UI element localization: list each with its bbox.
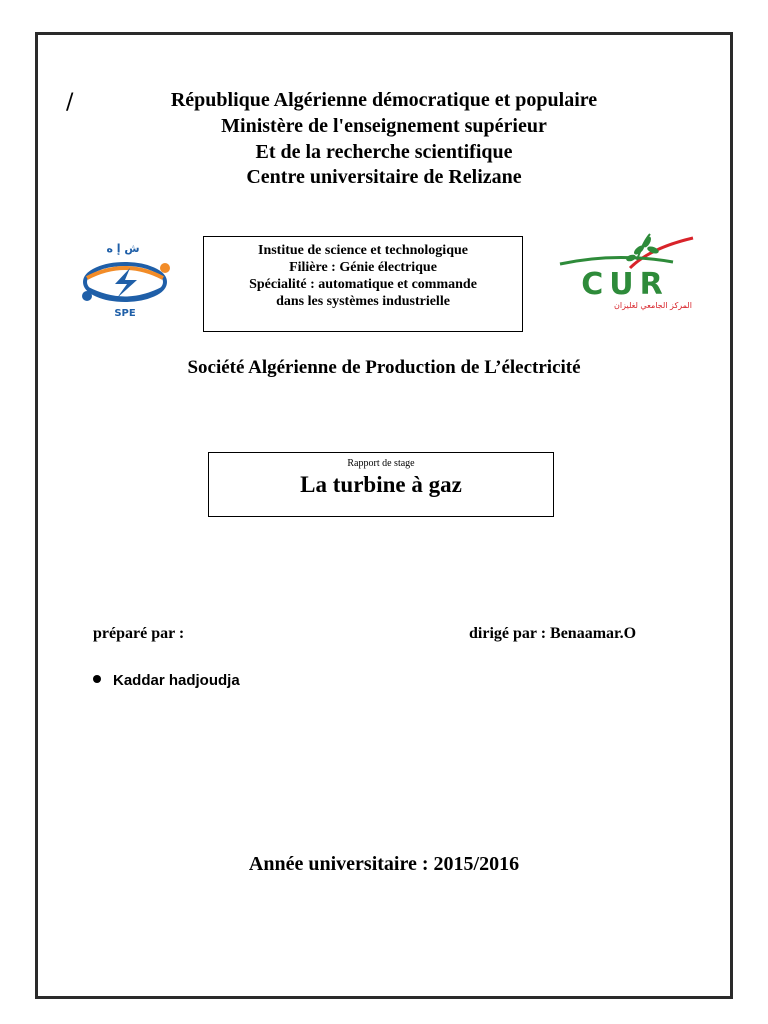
report-label: Rapport de stage: [347, 458, 415, 469]
header-ministry: Ministère de l'enseignement supérieur: [221, 115, 547, 137]
author-name: Kaddar hadjoudja: [113, 672, 240, 689]
spe-logo-arabic: ش إ ه: [106, 242, 140, 255]
institute-specialty: Spécialité : automatique et commande: [249, 277, 477, 292]
cur-logo: [555, 228, 703, 314]
cur-logo-arabic: المركز الجامعي لغليزان: [614, 301, 692, 310]
header-republic: République Algérienne démocratique et populaire: [170, 89, 598, 111]
report-title: La turbine à gaz: [300, 472, 462, 497]
spe-logo: [75, 238, 175, 320]
report-box: [208, 452, 554, 517]
header-research: Et de la recherche scientifique: [255, 141, 513, 163]
header-university: Centre universitaire de Relizane: [246, 166, 522, 188]
directed-by: dirigé par : Benaamar.O: [469, 625, 637, 642]
bullet-icon: [93, 675, 101, 683]
academic-year: Année universitaire : 2015/2016: [248, 853, 520, 875]
company-name: Société Algérienne de Production de L’électricité: [187, 357, 581, 378]
institute-box: [203, 236, 523, 332]
spe-logo-label: SPE: [114, 308, 136, 319]
cur-logo-label: CUR: [581, 267, 669, 302]
slash-mark: /: [66, 90, 74, 115]
institute-specialty-cont: dans les systèmes industrielle: [276, 294, 450, 309]
author-list-item: [93, 672, 240, 689]
prepared-by-label: préparé par :: [93, 625, 185, 642]
institute-field: Filière : Génie électrique: [289, 260, 437, 275]
institute-name: Institue de science et technologique: [258, 243, 468, 258]
